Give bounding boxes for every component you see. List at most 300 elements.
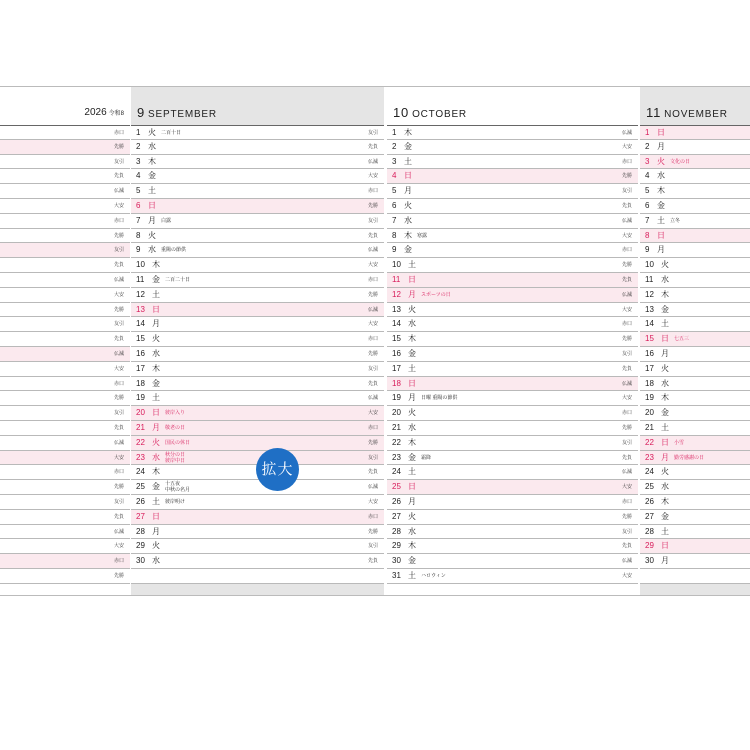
rokuyo-label: 先負 [367, 469, 378, 476]
day-row[interactable] [640, 451, 750, 466]
weekday-label: 日 [657, 128, 665, 137]
rokuyo-label: 先勝 [621, 424, 632, 431]
weekday-label: 金 [408, 452, 416, 462]
day-number: 26 [645, 496, 654, 506]
day-number: 9 [136, 245, 141, 255]
rokuyo-label: 仏滅 [113, 276, 124, 283]
rokuyo-label: 友引 [113, 321, 124, 328]
rokuyo-label: 友引 [621, 188, 632, 195]
day-row[interactable] [387, 436, 638, 451]
rokuyo-label: 赤口 [367, 424, 378, 431]
weekday-label: 土 [408, 260, 416, 270]
day-row[interactable] [387, 288, 638, 303]
day-number: 29 [136, 541, 145, 551]
day-number: 11 [645, 274, 654, 284]
day-row[interactable] [640, 525, 750, 540]
weekday-label: 金 [152, 378, 160, 388]
day-number: 17 [392, 363, 401, 373]
day-row[interactable] [131, 539, 384, 554]
weekday-label: 月 [408, 393, 416, 403]
day-row[interactable] [387, 421, 638, 436]
day-row[interactable] [131, 347, 384, 362]
weekday-label: 木 [404, 230, 412, 240]
day-row[interactable] [640, 436, 750, 451]
day-number: 29 [645, 541, 654, 551]
day-number: 9 [392, 245, 397, 255]
rokuyo-label: 仏滅 [367, 247, 378, 254]
day-row[interactable] [387, 273, 638, 288]
rokuyo-label: 先勝 [367, 291, 378, 298]
day-number: 9 [645, 245, 650, 255]
day-note: 二百十日 [161, 130, 182, 136]
rokuyo-label: 大安 [367, 262, 378, 269]
day-row[interactable] [640, 539, 750, 554]
rokuyo-label: 先勝 [367, 202, 378, 209]
day-row[interactable] [387, 199, 638, 214]
day-row[interactable] [387, 539, 638, 554]
rokuyo-label: 友引 [113, 498, 124, 505]
day-row[interactable] [131, 510, 384, 525]
weekday-label: 月 [148, 215, 156, 225]
day-row[interactable] [640, 243, 750, 258]
day-number: 7 [392, 215, 397, 225]
day-row[interactable] [387, 451, 638, 466]
day-number: 11 [136, 274, 145, 284]
day-row[interactable] [640, 362, 750, 377]
day-note: 小雪 [674, 439, 685, 446]
day-row[interactable] [131, 377, 384, 392]
rokuyo-label: 先負 [367, 143, 378, 150]
day-number: 8 [645, 230, 650, 240]
weekday-label: 火 [148, 128, 156, 137]
day-row [0, 510, 130, 525]
day-row[interactable] [640, 480, 750, 495]
weekday-label: 月 [661, 556, 669, 566]
day-number: 22 [136, 437, 145, 447]
day-row[interactable] [640, 421, 750, 436]
day-row[interactable] [131, 362, 384, 377]
weekday-label: 火 [408, 408, 416, 418]
rokuyo-label: 大安 [367, 321, 378, 328]
weekday-label: 金 [408, 348, 416, 358]
weekday-label: 土 [661, 319, 669, 329]
day-row[interactable] [640, 169, 750, 184]
day-number: 7 [645, 215, 650, 225]
rokuyo-label: 先勝 [113, 484, 124, 491]
day-number: 16 [392, 348, 401, 358]
day-row [0, 525, 130, 540]
day-number: 10 [136, 260, 145, 270]
day-number: 21 [645, 422, 654, 432]
month-title [137, 105, 217, 120]
day-row [0, 406, 130, 421]
weekday-label: 日 [408, 378, 416, 388]
weekday-label: 火 [657, 156, 665, 166]
rokuyo-label: 仏滅 [113, 439, 124, 446]
day-row[interactable] [131, 243, 384, 258]
day-row[interactable] [640, 495, 750, 510]
rokuyo-label: 大安 [367, 173, 378, 180]
weekday-label: 日 [661, 334, 669, 344]
day-number: 6 [392, 200, 397, 210]
weekday-label: 火 [661, 467, 669, 477]
day-note: スポーツの日 [421, 291, 451, 298]
day-row [0, 421, 130, 436]
day-note: 敬老の日 [165, 424, 186, 431]
day-number: 5 [136, 186, 141, 196]
day-number: 6 [645, 200, 650, 210]
weekday-label: 日 [404, 171, 412, 181]
day-row[interactable] [387, 184, 638, 199]
day-row[interactable] [640, 155, 750, 170]
day-number: 20 [392, 408, 401, 418]
day-row[interactable] [131, 332, 384, 347]
day-row[interactable] [640, 317, 750, 332]
day-row[interactable] [640, 258, 750, 273]
day-row[interactable] [387, 347, 638, 362]
weekday-label: 火 [661, 260, 669, 270]
weekday-label: 月 [657, 141, 665, 151]
day-row[interactable] [387, 362, 638, 377]
year-header [0, 87, 130, 125]
weekday-label: 金 [661, 511, 669, 521]
day-row[interactable] [387, 258, 638, 273]
weekday-label: 月 [152, 526, 160, 536]
weekday-label: 土 [408, 363, 416, 373]
day-number: 30 [136, 556, 145, 566]
day-row[interactable] [387, 169, 638, 184]
day-row[interactable] [640, 184, 750, 199]
day-row[interactable] [387, 229, 638, 244]
weekday-label: 火 [404, 200, 412, 210]
day-row[interactable] [131, 480, 384, 495]
rokuyo-label: 大安 [113, 454, 124, 461]
day-number: 4 [645, 171, 650, 181]
day-row [0, 539, 130, 554]
day-number: 19 [645, 393, 654, 403]
weekday-label: 月 [657, 245, 665, 255]
day-row[interactable] [387, 243, 638, 258]
previous-month-column [0, 87, 130, 595]
day-row[interactable] [131, 155, 384, 170]
weekday-label: 金 [657, 200, 665, 210]
day-row[interactable] [640, 391, 750, 406]
day-note: 文化の日 [670, 158, 691, 165]
weekday-label: 水 [657, 171, 665, 181]
day-row[interactable] [640, 125, 750, 140]
day-row[interactable] [131, 140, 384, 155]
month-column-september [131, 87, 384, 595]
weekday-label: 火 [152, 334, 160, 344]
day-row[interactable] [640, 288, 750, 303]
day-row[interactable] [387, 317, 638, 332]
month-name: SEPTEMBER [148, 109, 217, 120]
day-row [0, 258, 130, 273]
rokuyo-label: 友引 [621, 439, 632, 446]
day-row [0, 303, 130, 318]
rokuyo-label: 先負 [621, 543, 632, 550]
day-row [0, 214, 130, 229]
rokuyo-label: 先勝 [113, 143, 124, 150]
day-number: 23 [645, 452, 654, 462]
day-row [0, 436, 130, 451]
rokuyo-label: 大安 [367, 498, 378, 505]
year-number: 2026 [84, 107, 107, 118]
day-row [0, 229, 130, 244]
rokuyo-label: 先負 [113, 262, 124, 269]
day-row[interactable] [131, 436, 384, 451]
day-row[interactable] [387, 140, 638, 155]
day-row[interactable] [640, 510, 750, 525]
day-number: 31 [392, 570, 401, 580]
day-row[interactable] [387, 125, 638, 140]
day-row[interactable] [131, 391, 384, 406]
day-row [0, 199, 130, 214]
day-row[interactable] [131, 229, 384, 244]
day-row[interactable] [131, 406, 384, 421]
day-note: 国民の休日 [165, 439, 191, 446]
day-row[interactable] [640, 273, 750, 288]
rokuyo-label: 仏滅 [621, 130, 632, 136]
day-number: 24 [136, 467, 145, 477]
day-row[interactable] [387, 495, 638, 510]
day-number: 25 [645, 482, 654, 492]
day-row[interactable] [387, 332, 638, 347]
day-note: 十五夜 中秋の名月 [165, 481, 191, 494]
day-number: 1 [645, 128, 650, 137]
weekday-label: 月 [661, 348, 669, 358]
day-number: 22 [645, 437, 654, 447]
rokuyo-label: 赤口 [367, 513, 378, 520]
rokuyo-label: 先勝 [621, 336, 632, 343]
day-note: 日曜 重陽の節供 [421, 395, 458, 402]
rokuyo-label: 先勝 [113, 572, 124, 579]
day-note: 霜降 [421, 454, 432, 461]
day-row[interactable] [640, 332, 750, 347]
day-row[interactable] [131, 273, 384, 288]
day-row[interactable] [131, 495, 384, 510]
weekday-label: 水 [148, 245, 156, 255]
day-row[interactable] [387, 510, 638, 525]
rokuyo-label: 仏滅 [113, 188, 124, 195]
weekday-label: 水 [408, 526, 416, 536]
day-number: 26 [392, 496, 401, 506]
day-number: 12 [392, 289, 401, 299]
weekday-label: 水 [152, 556, 160, 566]
weekday-label: 金 [408, 556, 416, 566]
day-number: 4 [392, 171, 397, 181]
day-number: 2 [392, 141, 397, 151]
day-number: 22 [392, 437, 401, 447]
day-row[interactable] [640, 347, 750, 362]
rokuyo-label: 大安 [621, 232, 632, 239]
day-number: 28 [136, 526, 145, 536]
day-number: 13 [392, 304, 401, 314]
day-row[interactable] [131, 214, 384, 229]
day-row [0, 155, 130, 170]
zoom-badge[interactable]: 拡大 [256, 448, 299, 491]
rokuyo-label: 先負 [621, 365, 632, 372]
day-note: 二百二十日 [165, 276, 191, 283]
rokuyo-label: 先負 [367, 558, 378, 565]
day-number: 20 [645, 408, 654, 418]
rokuyo-label: 先負 [113, 424, 124, 431]
day-number: 5 [645, 186, 650, 196]
rokuyo-label: 大安 [621, 572, 632, 579]
weekday-label: 木 [657, 186, 665, 196]
day-row[interactable] [640, 554, 750, 569]
rokuyo-label: 赤口 [621, 498, 632, 505]
weekday-label: 木 [152, 363, 160, 373]
day-row [0, 184, 130, 199]
day-number: 13 [645, 304, 654, 314]
day-note: 立冬 [670, 217, 681, 224]
day-number: 10 [392, 260, 401, 270]
weekday-label: 金 [661, 304, 669, 314]
rokuyo-label: 友引 [113, 158, 124, 165]
day-row[interactable] [131, 184, 384, 199]
day-row[interactable] [387, 214, 638, 229]
weekday-label: 月 [408, 289, 416, 299]
day-row [0, 243, 130, 258]
day-row[interactable] [131, 554, 384, 569]
day-number: 13 [136, 304, 145, 314]
day-note: 寒露 [417, 232, 428, 239]
day-row[interactable] [640, 377, 750, 392]
month-column-november [640, 87, 750, 595]
day-row[interactable] [387, 465, 638, 480]
day-number: 11 [392, 274, 401, 284]
weekday-label: 水 [661, 482, 669, 492]
day-rows [640, 125, 750, 584]
month-name: OCTOBER [412, 109, 467, 120]
rokuyo-label: 仏滅 [113, 350, 124, 357]
day-number: 25 [136, 482, 145, 492]
day-number: 30 [645, 556, 654, 566]
day-row[interactable] [131, 317, 384, 332]
day-number: 19 [392, 393, 401, 403]
day-row[interactable] [387, 391, 638, 406]
day-row[interactable] [131, 421, 384, 436]
rokuyo-label: 先勝 [621, 513, 632, 520]
day-number: 3 [645, 156, 650, 166]
day-number: 27 [136, 511, 145, 521]
rokuyo-label: 友引 [113, 247, 124, 254]
weekday-label: 木 [661, 496, 669, 506]
day-number: 23 [136, 452, 145, 462]
weekday-label: 水 [408, 422, 416, 432]
rokuyo-label: 先勝 [113, 395, 124, 402]
month-header [131, 87, 384, 125]
weekday-label: 日 [148, 200, 156, 210]
weekday-label: 日 [408, 274, 416, 284]
era-label: 令和8 [108, 111, 124, 117]
day-row[interactable] [387, 377, 638, 392]
day-row [0, 495, 130, 510]
day-row[interactable] [131, 525, 384, 540]
day-number: 18 [645, 378, 654, 388]
day-number: 23 [392, 452, 401, 462]
empty-row [640, 569, 750, 584]
day-row[interactable] [387, 480, 638, 495]
day-row[interactable] [640, 214, 750, 229]
month-title [646, 105, 728, 120]
day-number: 21 [392, 422, 401, 432]
day-number: 2 [645, 141, 650, 151]
day-row[interactable] [640, 229, 750, 244]
weekday-label: 木 [404, 128, 412, 137]
day-row[interactable] [640, 406, 750, 421]
day-row[interactable] [387, 569, 638, 584]
day-row[interactable] [131, 288, 384, 303]
day-row[interactable] [131, 199, 384, 214]
rokuyo-label: 先負 [367, 232, 378, 239]
day-row[interactable] [131, 303, 384, 318]
day-number: 20 [136, 408, 145, 418]
rokuyo-label: 大安 [621, 395, 632, 402]
day-number: 28 [645, 526, 654, 536]
day-row[interactable] [387, 406, 638, 421]
day-number: 17 [136, 363, 145, 373]
rokuyo-label: 赤口 [113, 558, 124, 565]
day-row[interactable] [387, 303, 638, 318]
rokuyo-label: 赤口 [113, 469, 124, 476]
weekday-label: 金 [404, 141, 412, 151]
weekday-label: 土 [152, 393, 160, 403]
weekday-label: 火 [148, 230, 156, 240]
weekday-label: 月 [661, 452, 669, 462]
rokuyo-label: 先負 [621, 276, 632, 283]
weekday-label: 月 [152, 319, 160, 329]
day-row[interactable] [131, 125, 384, 140]
day-number: 14 [645, 319, 654, 329]
weekday-label: 水 [404, 215, 412, 225]
day-row[interactable] [131, 258, 384, 273]
empty-row [131, 569, 384, 584]
day-row[interactable] [640, 199, 750, 214]
day-number: 2 [136, 141, 141, 151]
day-row [0, 377, 130, 392]
day-row[interactable] [387, 525, 638, 540]
weekday-label: 木 [661, 393, 669, 403]
day-row [0, 273, 130, 288]
rokuyo-label: 友引 [621, 350, 632, 357]
day-number: 29 [392, 541, 401, 551]
day-row[interactable] [387, 554, 638, 569]
day-number: 3 [136, 156, 141, 166]
day-row [0, 480, 130, 495]
weekday-label: 木 [408, 437, 416, 447]
day-row[interactable] [387, 155, 638, 170]
weekday-label: 日 [152, 511, 160, 521]
day-row[interactable] [640, 140, 750, 155]
day-number: 4 [136, 171, 141, 181]
rokuyo-label: 先勝 [113, 306, 124, 313]
day-row[interactable] [131, 169, 384, 184]
day-row[interactable] [640, 465, 750, 480]
rokuyo-label: 先負 [367, 380, 378, 387]
day-number: 26 [136, 496, 145, 506]
day-row[interactable] [640, 303, 750, 318]
weekday-label: 土 [152, 496, 160, 506]
day-number: 1 [136, 128, 141, 137]
rokuyo-label: 赤口 [367, 336, 378, 343]
rokuyo-label: 大安 [113, 202, 124, 209]
day-number: 19 [136, 393, 145, 403]
rokuyo-label: 赤口 [367, 188, 378, 195]
rokuyo-label: 先負 [113, 336, 124, 343]
weekday-label: 土 [152, 289, 160, 299]
